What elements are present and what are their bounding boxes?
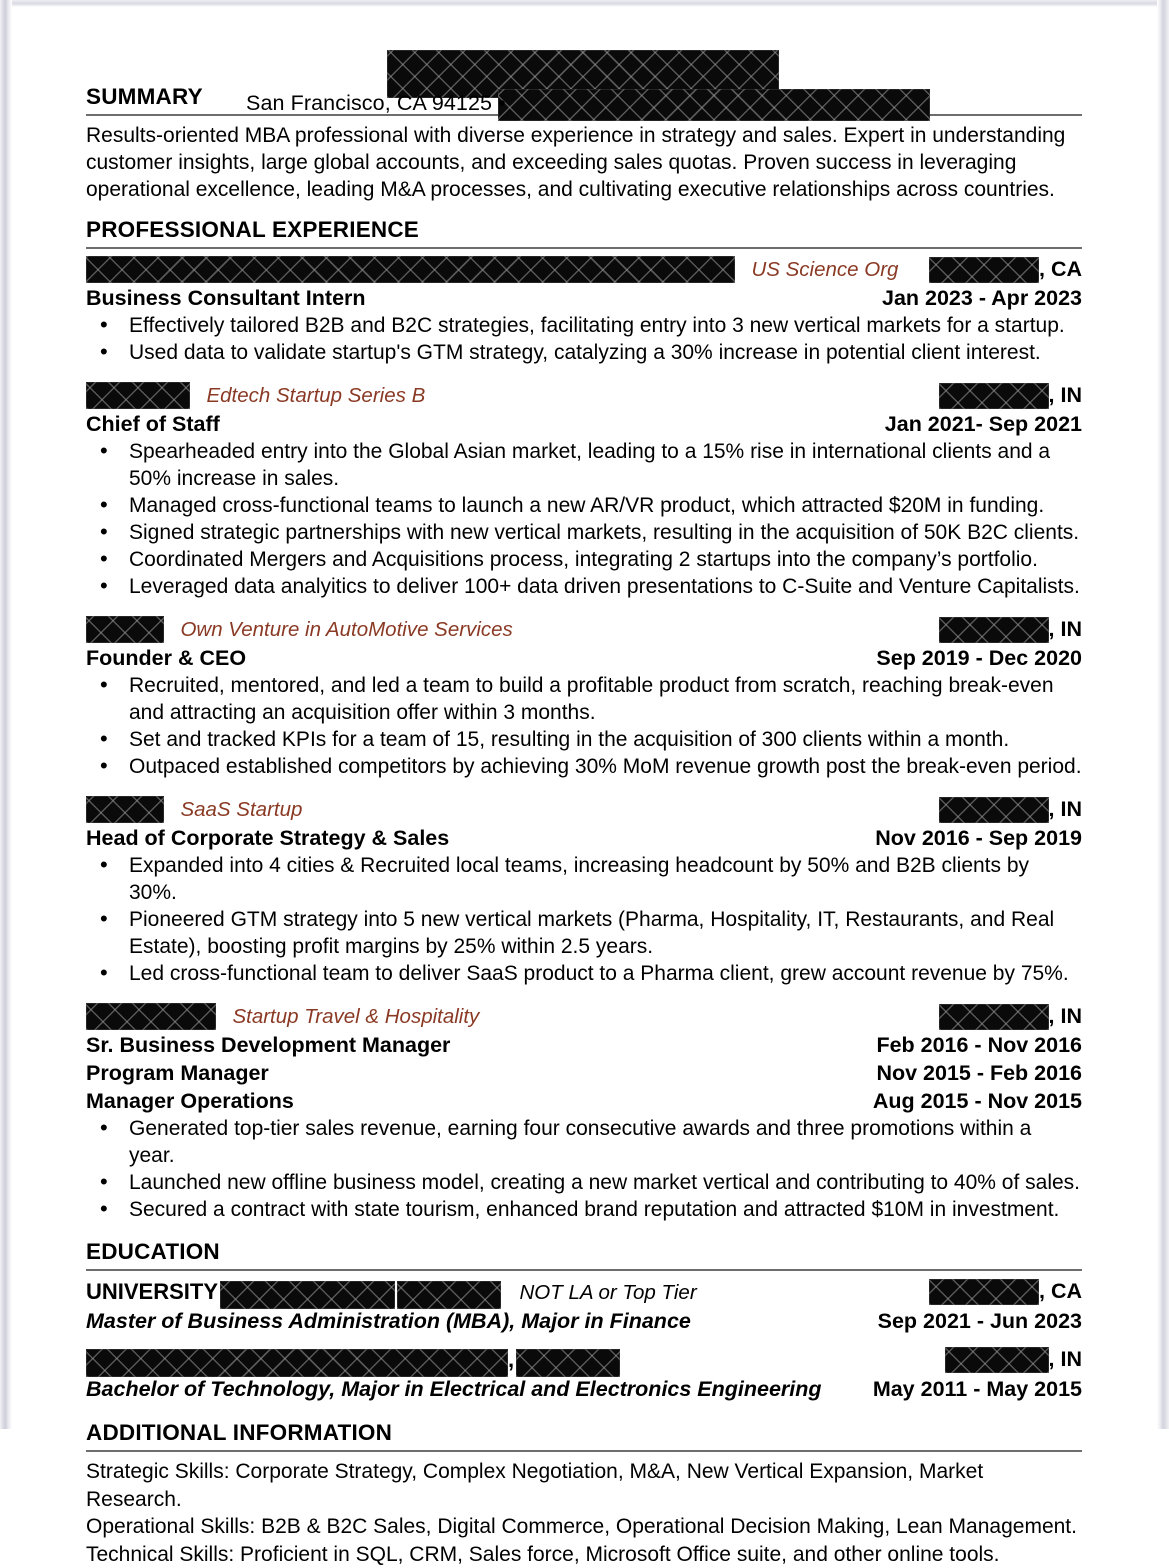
redacted-company-name [86, 1003, 216, 1030]
job-dates: Feb 2016 - Nov 2016 [876, 1031, 1082, 1059]
job-entry [86, 795, 1082, 987]
job-bullet: • Generated top-tier sales revenue, earning four consecutive awards and three promotions within a year. [86, 1115, 1082, 1169]
section-heading-summary: SUMMARY [86, 84, 1082, 112]
job-entry [86, 615, 1082, 780]
job-dates: Jan 2023 - Apr 2023 [882, 284, 1082, 312]
job-title: Business Consultant Intern [86, 286, 366, 310]
job-location [939, 1002, 1082, 1031]
job-location [939, 381, 1082, 410]
job-title-row [86, 410, 1082, 438]
redacted-company-name [86, 616, 164, 643]
job-company-row [86, 255, 1082, 284]
job-title: Head of Corporate Strategy & Sales [86, 826, 449, 850]
redacted-city [929, 257, 1039, 283]
redacted-school-name-part1 [86, 1349, 508, 1377]
job-title: Sr. Business Development Manager [86, 1033, 450, 1057]
section-heading-additional: ADDITIONAL INFORMATION [86, 1420, 1082, 1448]
summary-text: Results-oriented MBA professional with diverse experience in strategy and sales. Expert in understanding customer insights, large global accounts, and exceeding sales quotas. Proven success in leveraging operational excellence, leading M&A processes, and cultivating executive relationships across countries. [86, 122, 1082, 203]
job-dates: Nov 2015 - Feb 2016 [876, 1059, 1082, 1087]
additional-line: Strategic Skills: Corporate Strategy, Complex Negotiation, M&A, New Vertical Expansion, Market Research. [86, 1458, 1082, 1513]
job-bullet: • Set and tracked KPIs for a team of 15, resulting in the acquisition of 300 clients within a month. [86, 726, 1082, 753]
section-rule-additional [86, 1450, 1082, 1452]
section-rule-education [86, 1269, 1082, 1271]
redacted-school-name-part1 [220, 1281, 395, 1309]
education-entry [86, 1277, 1082, 1336]
education-entry [86, 1345, 1082, 1404]
job-dates: Nov 2016 - Sep 2019 [875, 824, 1082, 852]
section-rule-experience [86, 247, 1082, 249]
job-title-row [86, 284, 1082, 312]
job-bullet: • Launched new offline business model, creating a new market vertical and contributing to 40% of sales. [86, 1169, 1082, 1196]
company-note: Startup Travel & Hospitality [232, 1005, 479, 1028]
job-bullets [86, 438, 1082, 600]
education-school-row [86, 1277, 1082, 1306]
job-bullet: • Outpaced established competitors by achieving 30% MoM revenue growth post the break-even period. [86, 753, 1082, 780]
redacted-city [939, 383, 1049, 409]
resume-header [86, 0, 1082, 84]
job-bullets [86, 852, 1082, 987]
section-heading-education: EDUCATION [86, 1239, 1082, 1267]
job-bullet: • Effectively tailored B2B and B2C strategies, facilitating entry into 3 new vertical markets for a startup. [86, 312, 1082, 339]
job-location [929, 255, 1082, 284]
education-state: , IN [1049, 1347, 1082, 1371]
education-school-separator: , [508, 1347, 514, 1372]
section-experience [86, 217, 1082, 1223]
job-company-row [86, 795, 1082, 824]
job-title-row [86, 1059, 1082, 1087]
job-entry [86, 381, 1082, 600]
redacted-city [939, 797, 1049, 823]
job-state: , IN [1049, 1004, 1082, 1028]
education-degree-row [86, 1306, 1082, 1336]
company-note: Edtech Startup Series B [206, 384, 425, 407]
redacted-city [939, 1004, 1049, 1030]
job-title-row [86, 1087, 1082, 1115]
job-title: Founder & CEO [86, 646, 246, 670]
job-title-row [86, 824, 1082, 852]
company-note: Own Venture in AutoMotive Services [180, 618, 512, 641]
job-bullets [86, 312, 1082, 366]
job-bullet: • Spearheaded entry into the Global Asian market, leading to a 15% rise in international clients and a 50% increase in sales. [86, 438, 1082, 492]
job-state: , IN [1049, 617, 1082, 641]
job-entry [86, 255, 1082, 366]
additional-line: Technical Skills: Proficient in SQL, CRM, Sales force, Microsoft Office suite, and other online tools. [86, 1541, 1082, 1568]
job-bullet: • Coordinated Mergers and Acquisitions process, integrating 2 startups into the company’s portfolio. [86, 546, 1082, 573]
education-degree: Bachelor of Technology, Major in Electrical and Electronics Engineering [86, 1377, 822, 1401]
section-additional-information [86, 1420, 1082, 1568]
job-state: , CA [1039, 257, 1082, 281]
job-bullets [86, 672, 1082, 780]
job-bullet: • Used data to validate startup's GTM strategy, catalyzing a 30% increase in potential client interest. [86, 339, 1082, 366]
job-company-row [86, 615, 1082, 644]
education-location [929, 1277, 1082, 1306]
company-note: SaaS Startup [180, 798, 302, 821]
job-dates: Aug 2015 - Nov 2015 [873, 1087, 1082, 1115]
job-bullet: • Pioneered GTM strategy into 5 new vertical markets (Pharma, Hospitality, IT, Restaurants, and Real Estate), boosting profit margins by 25% within 2.5 years. [86, 906, 1082, 960]
job-dates: Jan 2021- Sep 2021 [885, 410, 1082, 438]
education-dates: May 2011 - May 2015 [873, 1374, 1082, 1404]
education-state: , CA [1039, 1279, 1082, 1303]
job-bullet: • Expanded into 4 cities & Recruited local teams, increasing headcount by 50% and B2B clients by 30%. [86, 852, 1082, 906]
job-bullet: • Led cross-functional team to deliver SaaS product to a Pharma client, grew account revenue by 75%. [86, 960, 1082, 987]
redacted-company-name [86, 382, 190, 409]
education-degree-row [86, 1374, 1082, 1404]
page-edge-right [1157, 0, 1169, 1429]
redacted-city [929, 1279, 1039, 1305]
redacted-city [939, 617, 1049, 643]
education-school-prefix: UNIVERSITY [86, 1279, 218, 1304]
job-company-row [86, 1002, 1082, 1031]
job-title-row [86, 644, 1082, 672]
job-bullet: • Secured a contract with state tourism, enhanced brand reputation and attracted $10M in investment. [86, 1196, 1082, 1223]
job-state: , IN [1049, 383, 1082, 407]
education-note: NOT LA or Top Tier [519, 1281, 696, 1304]
redacted-contact-block [498, 89, 930, 121]
additional-line: Operational Skills: B2B & B2C Sales, Digital Commerce, Operational Decision Making, Lean Management. [86, 1513, 1082, 1541]
page-edge-left [0, 0, 12, 1429]
redacted-school-name-part2 [397, 1281, 501, 1309]
job-title-row [86, 1031, 1082, 1059]
redacted-school-name-part2 [516, 1349, 620, 1377]
job-dates: Sep 2019 - Dec 2020 [876, 644, 1082, 672]
redacted-company-name [86, 256, 735, 283]
education-degree: Master of Business Administration (MBA), Major in Finance [86, 1309, 691, 1333]
education-location [945, 1345, 1082, 1374]
job-bullets [86, 1115, 1082, 1223]
job-bullet: • Leveraged data analyitics to deliver 100+ data driven presentations to C-Suite and Venture Capitalists. [86, 573, 1082, 600]
job-company-row [86, 381, 1082, 410]
redacted-company-name [86, 796, 164, 823]
section-education [86, 1239, 1082, 1404]
section-heading-experience: PROFESSIONAL EXPERIENCE [86, 217, 1082, 245]
job-bullet: • Managed cross-functional teams to launch a new AR/VR product, which attracted $20M in funding. [86, 492, 1082, 519]
job-title: Manager Operations [86, 1089, 294, 1113]
redacted-city [945, 1347, 1049, 1373]
job-bullet: • Signed strategic partnerships with new vertical markets, resulting in the acquisition of 50K B2C clients. [86, 519, 1082, 546]
job-title: Chief of Staff [86, 412, 220, 436]
education-school-row [86, 1345, 1082, 1374]
contact-location-text: San Francisco, CA 94125 • [246, 91, 506, 116]
company-note: US Science Org [751, 258, 898, 281]
resume-body [86, 0, 1082, 1568]
job-bullet: • Recruited, mentored, and led a team to build a profitable product from scratch, reaching break-even and attracting an acquisition offer within 3 months. [86, 672, 1082, 726]
job-title: Program Manager [86, 1061, 269, 1085]
education-dates: Sep 2021 - Jun 2023 [878, 1306, 1082, 1336]
job-entry [86, 1002, 1082, 1223]
job-location [939, 795, 1082, 824]
job-state: , IN [1049, 797, 1082, 821]
job-location [939, 615, 1082, 644]
